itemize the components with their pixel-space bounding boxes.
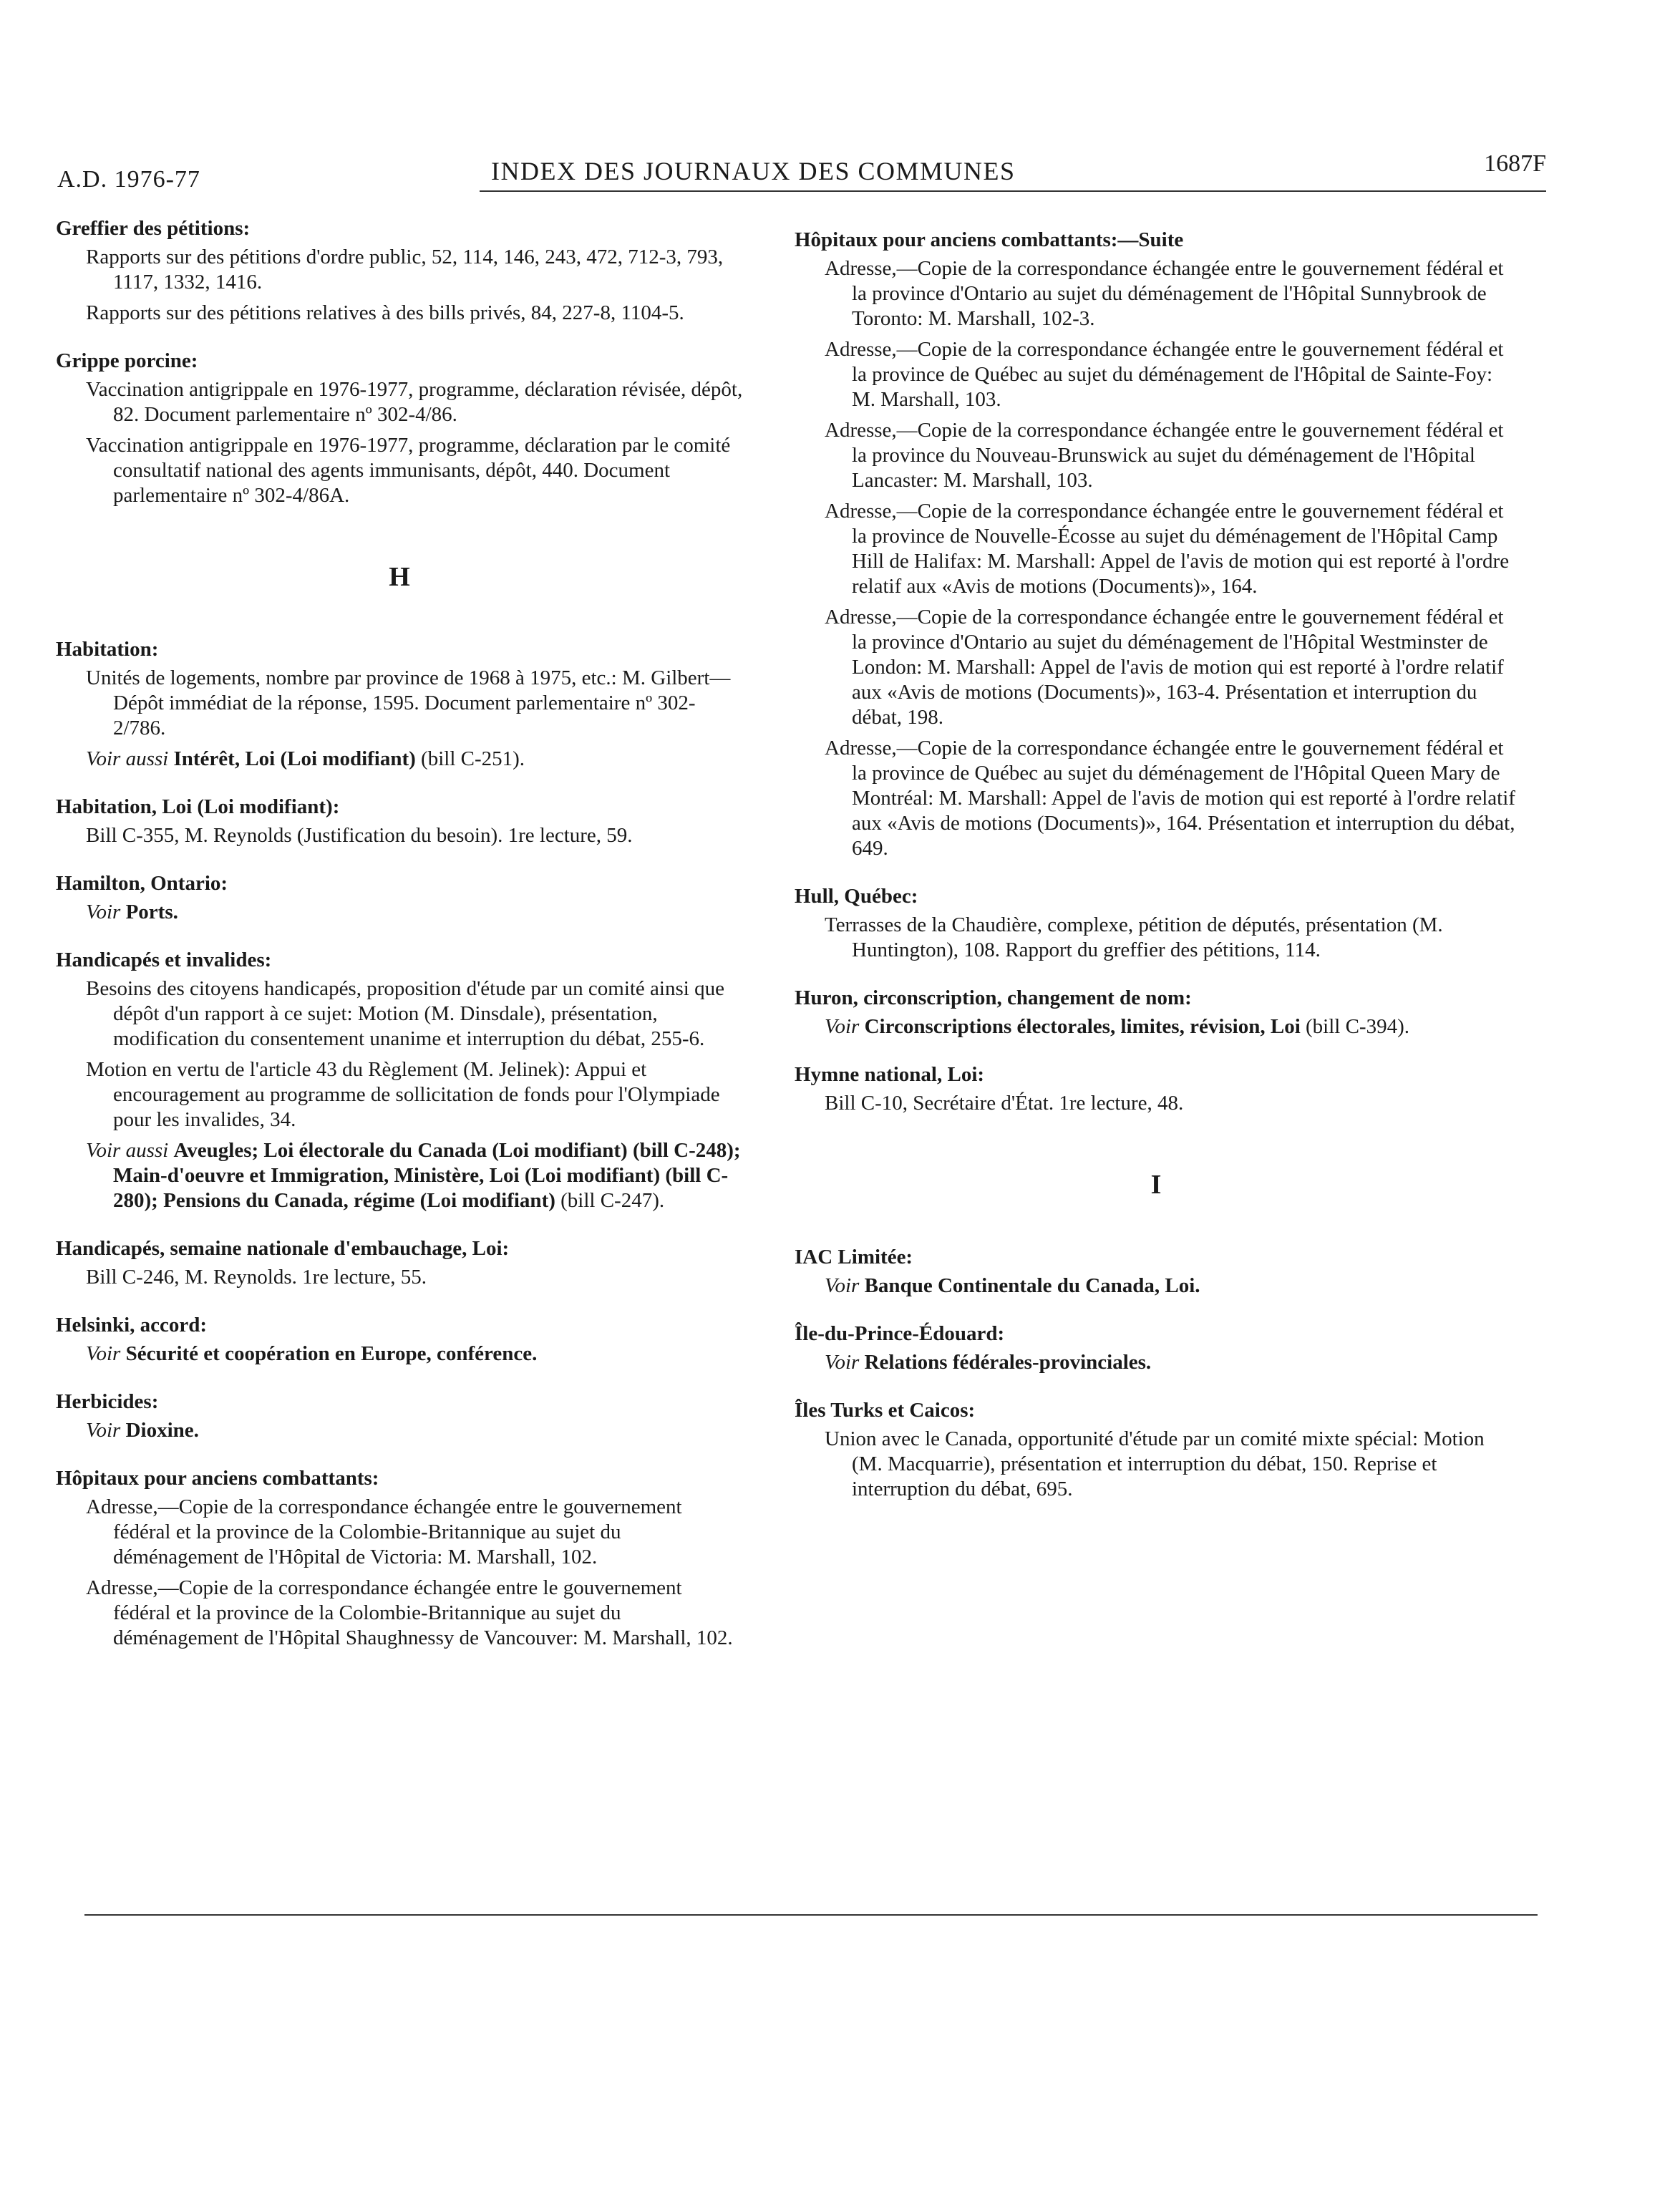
sub-entry: Bill C-246, M. Reynolds. 1re lecture, 55.	[86, 1266, 427, 1289]
entry-heading: Greffier des pétitions:	[56, 217, 251, 240]
page-header	[57, 150, 1546, 196]
cross-reference-lead: Voir aussi	[86, 1139, 174, 1162]
index-entry	[56, 636, 743, 772]
index-entry	[56, 870, 743, 925]
sub-entry: Adresse,—Copie de la correspondance échangée entre le gouvernement fédéral et la province du Nouveau-Brunswick au sujet du déménagement de l'Hôpital Lancaster: M. Marshall, 103.	[825, 419, 1504, 492]
cross-reference-target: Sécurité et coopération en Europe, conférence.	[125, 1342, 538, 1365]
cross-reference-target: Dioxine.	[125, 1419, 199, 1442]
cross-reference	[795, 1014, 1518, 1039]
index-entry	[795, 1397, 1518, 1502]
index-entry	[795, 1320, 1518, 1375]
left-column	[56, 215, 743, 1672]
cross-reference-lead: Voir	[825, 1274, 865, 1297]
sub-entry: Adresse,—Copie de la correspondance échangée entre le gouvernement fédéral et la province de Québec au sujet du déménagement de l'Hôpital de Sainte-Foy: M. Marshall, 103.	[825, 338, 1504, 411]
sub-entry: Union avec le Canada, opportunité d'étude par un comité mixte spécial: Motion (M. Macquarrie), présentation et interruption du débat, 150. Reprise et interruption du débat, 695.	[825, 1427, 1485, 1500]
sub-entry: Rapports sur des pétitions relatives à des bills privés, 84, 227-8, 1104-5.	[86, 301, 684, 324]
entry-heading: Habitation:	[56, 638, 159, 661]
header-page-number: 1687F	[1484, 150, 1546, 177]
entry-heading: Île-du-Prince-Édouard:	[795, 1322, 1005, 1345]
index-entry	[56, 793, 743, 848]
sub-entry: Adresse,—Copie de la correspondance échangée entre le gouvernement fédéral et la province de la Colombie-Britannique au sujet du déménagement de l'Hôpital de Victoria: M. Marshall, 102.	[86, 1495, 682, 1568]
index-entry	[795, 984, 1518, 1039]
entry-heading: Grippe porcine:	[56, 349, 198, 372]
section-letter: H	[389, 562, 410, 592]
cross-reference-lead: Voir	[825, 1351, 865, 1374]
index-entry	[795, 1243, 1518, 1299]
entry-heading: Herbicides:	[56, 1390, 159, 1413]
cross-reference-target: Aveugles; Loi électorale du Canada (Loi modifiant) (bill C-248); Main-d'oeuvre et Immigration, Ministère, Loi (Loi modifiant) (bill C-280); Pensions du Canada, régime (Loi modifiant)	[113, 1139, 741, 1212]
entry-heading: Hôpitaux pour anciens combattants:—Suite	[795, 228, 1184, 251]
index-entry	[56, 1311, 743, 1367]
entry-heading: Helsinki, accord:	[56, 1314, 208, 1337]
index-entry	[795, 883, 1518, 963]
sub-entry: Vaccination antigrippale en 1976-1977, programme, déclaration révisée, dépôt, 82. Document parlementaire nº 302-4/86.	[86, 378, 743, 426]
cross-reference-target: Ports.	[125, 901, 178, 923]
cross-reference-target: Intérêt, Loi (Loi modifiant)	[173, 747, 416, 770]
sub-entry: Unités de logements, nombre par province de 1968 à 1975, etc.: M. Gilbert—Dépôt immédiat de la réponse, 1595. Document parlementaire nº 302-2/786.	[86, 666, 731, 739]
header-title: INDEX DES JOURNAUX DES COMMUNES	[491, 157, 1016, 185]
cross-reference	[795, 1350, 1518, 1375]
header-year: A.D. 1976-77	[57, 166, 200, 193]
entry-heading: Huron, circonscription, changement de nom:	[795, 986, 1192, 1009]
cross-reference	[56, 1342, 743, 1367]
cross-reference	[56, 1138, 743, 1213]
sub-entry: Adresse,—Copie de la correspondance échangée entre le gouvernement fédéral et la province de Nouvelle-Écosse au sujet du déménagement de l'Hôpital Camp Hill de Halifax: M. Marshall: Appel de l'avis de motion qui est reporté à l'ordre relatif aux «Avis de motions (Documents)», 164.	[825, 500, 1510, 598]
entry-heading: Hull, Québec:	[795, 885, 918, 908]
cross-reference-lead: Voir	[86, 901, 126, 923]
sub-entry: Vaccination antigrippale en 1976-1977, programme, déclaration par le comité consultatif national des agents immunisants, dépôt, 440. Document parlementaire nº 302-4/86A.	[86, 434, 731, 507]
index-entry	[56, 1388, 743, 1443]
cross-reference-target: Relations fédérales-provinciales.	[864, 1351, 1152, 1374]
right-column	[795, 226, 1518, 1523]
cross-reference	[795, 1274, 1518, 1299]
sub-entry: Bill C-355, M. Reynolds (Justification du besoin). 1re lecture, 59.	[86, 824, 633, 847]
sub-entry: Motion en vertu de l'article 43 du Règlement (M. Jelinek): Appui et encouragement au programme de sollicitation de fonds pour l'Olympiade pour les invalides, 34.	[86, 1058, 720, 1131]
cross-reference-lead: Voir	[825, 1015, 865, 1038]
sub-entry: Adresse,—Copie de la correspondance échangée entre le gouvernement fédéral et la province d'Ontario au sujet du déménagement de l'Hôpital Westminster de London: M. Marshall: Appel de l'avis de motion qui est reporté à l'ordre relatif aux «Avis de motions (Documents)», 163-4. Présentation et interruption du débat, 198.	[825, 606, 1504, 729]
cross-reference-lead: Voir aussi	[86, 747, 174, 770]
index-entry	[56, 347, 743, 508]
header-rule	[480, 190, 1546, 192]
entry-heading: Handicapés, semaine nationale d'embauchage, Loi:	[56, 1237, 510, 1260]
index-entry	[56, 215, 743, 326]
cross-reference	[56, 1418, 743, 1443]
sub-entry: Adresse,—Copie de la correspondance échangée entre le gouvernement fédéral et la province d'Ontario au sujet du déménagement de l'Hôpital Sunnybrook de Toronto: M. Marshall, 102-3.	[825, 257, 1504, 330]
index-entry	[795, 1061, 1518, 1116]
index-entry	[795, 226, 1518, 861]
cross-reference-tail: (bill C-247).	[555, 1189, 665, 1212]
cross-reference	[56, 900, 743, 925]
cross-reference-lead: Voir	[86, 1342, 126, 1365]
entry-heading: Hymne national, Loi:	[795, 1063, 985, 1086]
entry-heading: Hôpitaux pour anciens combattants:	[56, 1467, 379, 1490]
sub-entry: Rapports sur des pétitions d'ordre public, 52, 114, 146, 243, 472, 712-3, 793, 1117, 1332, 1416.	[86, 246, 724, 294]
entry-heading: Handicapés et invalides:	[56, 949, 272, 971]
sub-entry: Terrasses de la Chaudière, complexe, pétition de députés, présentation (M. Huntington), 108. Rapport du greffier des pétitions, 114.	[825, 913, 1443, 961]
footer-rule	[84, 1914, 1538, 1916]
sub-entry: Adresse,—Copie de la correspondance échangée entre le gouvernement fédéral et la province de Québec au sujet du déménagement de l'Hôpital Queen Mary de Montréal: M. Marshall: Appel de l'avis de motion qui est reporté à l'ordre relatif aux «Avis de motions (Documents)», 164. Présentation et interruption du débat, 649.	[825, 737, 1515, 860]
index-entry	[56, 1465, 743, 1651]
cross-reference-tail: (bill C-394).	[1300, 1015, 1410, 1038]
sub-entry: Bill C-10, Secrétaire d'État. 1re lecture, 48.	[825, 1092, 1184, 1115]
index-entry	[56, 946, 743, 1213]
cross-reference	[56, 747, 743, 772]
entry-heading: Îles Turks et Caicos:	[795, 1399, 976, 1422]
entry-heading: Habitation, Loi (Loi modifiant):	[56, 795, 340, 818]
section-letter: I	[1150, 1170, 1162, 1200]
index-entry	[56, 1235, 743, 1290]
cross-reference-target: Circonscriptions électorales, limites, révision, Loi	[864, 1015, 1301, 1038]
entry-heading: Hamilton, Ontario:	[56, 872, 228, 895]
sub-entry: Adresse,—Copie de la correspondance échangée entre le gouvernement fédéral et la province de la Colombie-Britannique au sujet du déménagement de l'Hôpital Shaughnessy de Vancouver: M. Marshall, 102.	[86, 1576, 733, 1649]
cross-reference-target: Banque Continentale du Canada, Loi.	[864, 1274, 1200, 1297]
sub-entry: Besoins des citoyens handicapés, proposition d'étude par un comité ainsi que dépôt d'un rapport à ce sujet: Motion (M. Dinsdale), présentation, modification du consentement unanime et interruption du débat, 255-6.	[86, 977, 724, 1050]
cross-reference-lead: Voir	[86, 1419, 126, 1442]
cross-reference-tail: (bill C-251).	[415, 747, 525, 770]
entry-heading: IAC Limitée:	[795, 1246, 913, 1268]
